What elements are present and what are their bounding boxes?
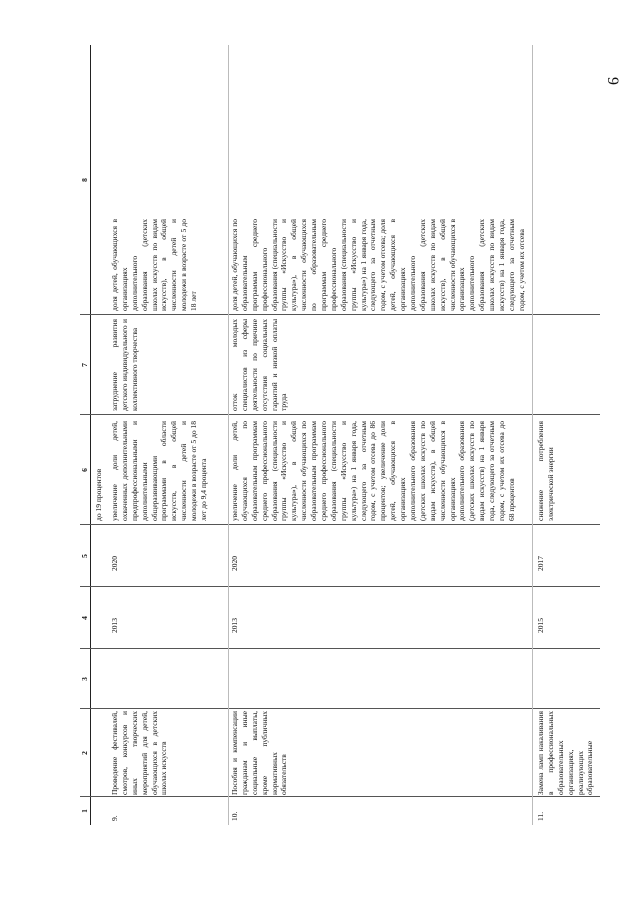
header-col-7: 7 [80, 363, 89, 367]
col-divider [80, 708, 600, 709]
event-name: Проведение фестивалей, смотров, конкурсов и иных творческих мероприятий для детей, обучающихся в детских школах искусств [110, 711, 169, 795]
rotated-table [80, 45, 600, 825]
col-divider [80, 524, 600, 525]
risk: затруднение развития детского индивидуального и коллективного творчества [110, 319, 139, 411]
start-year: 2013 [110, 618, 119, 633]
row-number: 10. [230, 811, 239, 821]
header-col-1: 1 [80, 809, 89, 813]
start-year: 2013 [230, 618, 239, 633]
col-divider [80, 796, 600, 797]
page-number: 9 [604, 77, 621, 85]
col-divider [80, 586, 600, 587]
header-col-6: 6 [80, 468, 89, 472]
col-divider [80, 314, 600, 315]
event-name: Замена ламп накаливания в профессиональных образовательных организациях, реализующих образовательные [536, 711, 595, 795]
end-year: 2020 [110, 556, 119, 571]
col-divider [80, 414, 600, 415]
event-name: Пособия и компенсации гражданам и иные социальные выплаты, кроме публичных нормативных обязательств [230, 711, 289, 795]
row-number: 11. [536, 811, 545, 821]
end-year: 2017 [536, 556, 545, 571]
row-number: 9. [110, 815, 119, 821]
expected-result: увеличение доли детей, обучающихся по образовательным программам среднего профессионального образования (специальности группы «Искусство и культура»), в общей численности обучающихся по образовательным программам среднего профессионального образования (специальности группы «Искусство и культура») на 1 января года, следующего за отчетным годом, с учетом отсева до 86 процентов; увеличение доли детей, обучающихся в организациях дополнительного образования (детских школах искусств по видам искусств), в общей численности обучающихся в организациях дополнительного образования (детских школах искусств по видам искусств) на 1 января года, следующего за отчетным годом, с учетом их отсева до 68 процентов [230, 421, 516, 521]
col-divider [80, 648, 600, 649]
row-divider [228, 45, 229, 825]
indicator: доля детей, обучающихся в организациях дополнительного образования (детских школах искусств по видам искусств), в общей численности детей и молодежи в возрасте от 5 до 18 лет [110, 219, 199, 311]
indicator: доля детей, обучающихся по образовательным программам среднего профессионального образования (специальности группы «Искусство и культура»), в общей численности обучающихся по образовательным программам среднего профессионального образования (специальности группы «Искусство и культура») на 1 января года, следующего за отчетным годом, с учетом отсева; доля детей, обучающихся в организациях дополнительного образования (детских школах искусств по видам искусств), в общей численности обучающихся в организациях дополнительного образования (детских школах искусств по видам искусств) на 1 января года, следующего за отчетным годом, с учетом их отсева [230, 219, 526, 311]
header-col-8: 8 [80, 178, 89, 182]
risk: отток молодых специалистов из сферы деятельности по причине отсутствия социальных гарантий и низкой оплаты труда [230, 319, 289, 411]
header-col-2: 2 [80, 751, 89, 755]
start-year: 2015 [536, 618, 545, 633]
header-col-4: 4 [80, 616, 89, 620]
header-col-3: 3 [80, 677, 89, 681]
expected-result: снижение потребления электрической энергии [536, 421, 555, 521]
row-divider [532, 45, 533, 825]
end-year: 2020 [230, 556, 239, 571]
header-col-5: 5 [80, 554, 89, 558]
expected-result: увеличение доли детей, охваченных дополнительными предпрофессиональными и дополнительными общеразвивающими программами в области искусств, в общей численности детей и молодежи в возрасте от 5 до 18 лет до 9,4 процента [110, 421, 209, 521]
continuation-text: до 19 процентов [94, 468, 103, 521]
